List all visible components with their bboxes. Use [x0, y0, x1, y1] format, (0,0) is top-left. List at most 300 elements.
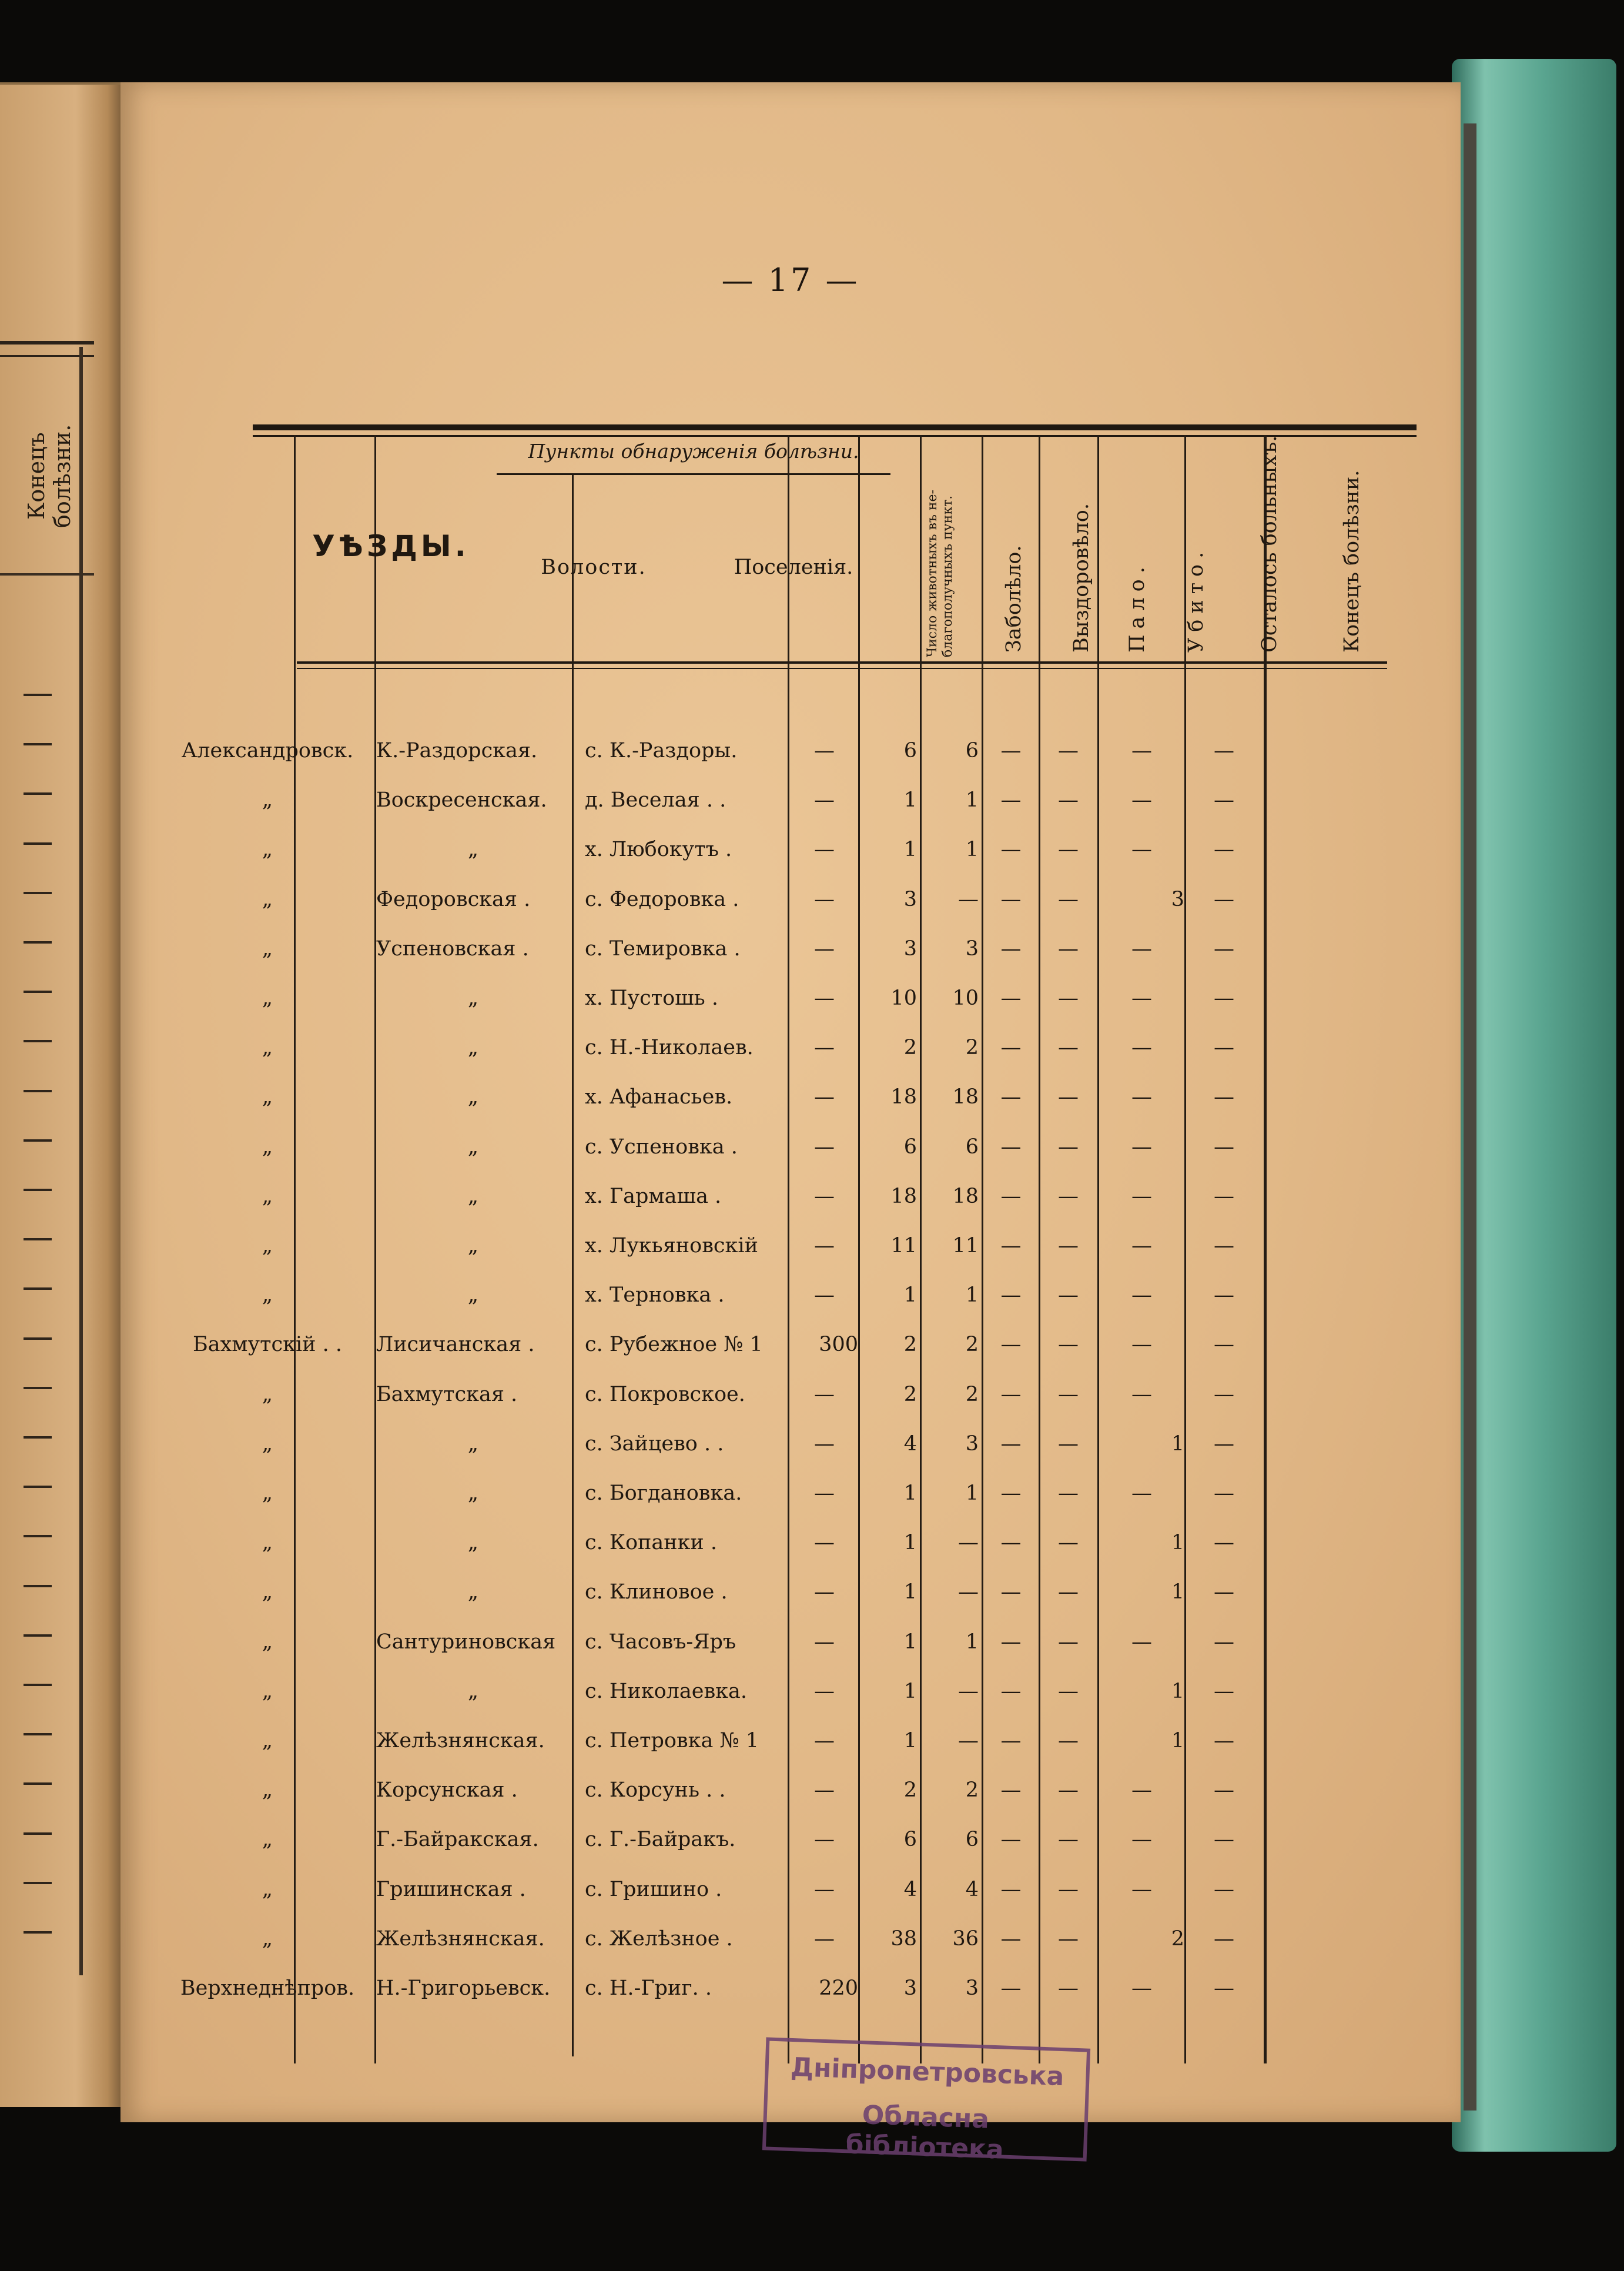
- cell-ostalos: —: [1131, 838, 1152, 861]
- cell-konets: —: [1214, 888, 1234, 911]
- cell-vyzdorovelo: 1: [965, 788, 979, 812]
- cell-poselenie: с. Копанки .: [585, 1531, 717, 1554]
- cell-konets: —: [1214, 1383, 1234, 1406]
- cell-zabolelo: 38: [890, 1927, 917, 1951]
- previous-page-dash: [24, 892, 52, 894]
- cell-konets: —: [1214, 1927, 1234, 1951]
- table-row: [120, 825, 1461, 874]
- cell-chislo: —: [814, 1185, 835, 1208]
- cell-poselenie: х. Терновка .: [585, 1283, 725, 1307]
- cell-ostalos: 1: [1171, 1580, 1184, 1604]
- cell-uezd: „: [262, 1135, 273, 1159]
- cell-ubito: —: [1058, 1234, 1079, 1257]
- table-row: [120, 1370, 1461, 1419]
- previous-page-rule: [0, 341, 94, 345]
- header-ubito: Убито.: [1184, 546, 1208, 653]
- cell-palo: —: [1000, 1976, 1022, 2000]
- cell-konets: —: [1214, 1580, 1234, 1604]
- cell-vyzdorovelo: 18: [952, 1085, 979, 1109]
- cell-palo: —: [1000, 788, 1022, 812]
- previous-page-dash: [24, 1040, 52, 1042]
- cell-ubito: —: [1058, 1383, 1079, 1406]
- cell-zabolelo: 1: [903, 1729, 917, 1752]
- cell-vyzdorovelo: 18: [952, 1185, 979, 1208]
- previous-page-dash: [24, 743, 52, 745]
- table-row: [120, 1865, 1461, 1914]
- cell-konets: —: [1214, 1185, 1234, 1208]
- cell-volost: Воскресенская.: [376, 788, 547, 812]
- library-stamp: [762, 2037, 1090, 2165]
- cell-ubito: —: [1058, 1828, 1079, 1851]
- table-row: [120, 974, 1461, 1023]
- cell-volost: Г.-Байракская.: [376, 1828, 539, 1851]
- cell-volost: „: [467, 1085, 479, 1109]
- cell-ubito: —: [1058, 1283, 1079, 1307]
- cell-uezd: Бахмутскій . .: [192, 1333, 342, 1356]
- cell-ubito: —: [1058, 1580, 1079, 1604]
- previous-page-dash: [24, 1931, 52, 1934]
- cell-konets: —: [1214, 739, 1234, 762]
- cell-volost: Гришинская .: [376, 1878, 526, 1901]
- cell-konets: —: [1214, 1085, 1234, 1109]
- previous-page-dash: [24, 1782, 52, 1785]
- cell-poselenie: с. Н.-Григ. .: [585, 1976, 712, 2000]
- previous-page-dash: [24, 1238, 52, 1240]
- header-uezdy: УѢЗДЫ.: [312, 529, 470, 563]
- cell-vyzdorovelo: 3: [965, 1976, 979, 2000]
- cell-konets: —: [1214, 1828, 1234, 1851]
- cell-uezd: „: [262, 1383, 273, 1406]
- header-palo: Пало.: [1126, 561, 1149, 653]
- cell-chislo: —: [814, 1085, 835, 1109]
- cell-ostalos: —: [1131, 1630, 1152, 1654]
- cell-vyzdorovelo: 6: [965, 1135, 979, 1159]
- table-row: [120, 1023, 1461, 1072]
- cell-uezd: „: [262, 1729, 273, 1752]
- cell-poselenie: с. Клиновое .: [585, 1580, 728, 1604]
- cell-palo: —: [1000, 1878, 1022, 1901]
- cell-volost: Сантуриновская: [376, 1630, 556, 1654]
- cell-chislo: —: [814, 1234, 835, 1257]
- cell-zabolelo: 18: [890, 1185, 917, 1208]
- stamp-line: Обласна бібліотека: [845, 2100, 1004, 2165]
- cell-volost: К.-Раздорская.: [376, 739, 538, 762]
- table-row: [120, 1617, 1461, 1667]
- table-top-rule: [253, 424, 1417, 430]
- cell-chislo: —: [814, 1927, 835, 1951]
- cell-palo: —: [1000, 1729, 1022, 1752]
- cell-volost: Корсунская .: [376, 1778, 518, 1802]
- cell-poselenie: с. Богдановка.: [585, 1481, 742, 1505]
- cell-ubito: —: [1058, 1036, 1079, 1059]
- cell-konets: —: [1214, 1531, 1234, 1554]
- table-row: [120, 775, 1461, 825]
- cell-poselenie: с. Николаевка.: [585, 1680, 748, 1703]
- table-row: [120, 1469, 1461, 1518]
- cell-uezd: „: [262, 1234, 273, 1257]
- cell-chislo: —: [814, 1383, 835, 1406]
- cell-chislo: —: [814, 1580, 835, 1604]
- cell-zabolelo: 18: [890, 1085, 917, 1109]
- cell-uezd: Верхнеднѣпров.: [180, 1976, 355, 2000]
- cell-palo: —: [1000, 1333, 1022, 1356]
- cell-uezd: „: [262, 1036, 273, 1059]
- cell-konets: —: [1214, 1283, 1234, 1307]
- cell-palo: —: [1000, 1085, 1022, 1109]
- table-row: [120, 1914, 1461, 1964]
- cell-poselenie: с. Зайцево . .: [585, 1432, 724, 1456]
- cell-vyzdorovelo: —: [958, 1729, 979, 1752]
- cell-zabolelo: 2: [903, 1383, 917, 1406]
- cell-konets: —: [1214, 1878, 1234, 1901]
- cell-uezd: „: [262, 1680, 273, 1703]
- cell-ostalos: —: [1131, 1778, 1152, 1802]
- cell-uezd: „: [262, 1878, 273, 1901]
- cell-ubito: —: [1058, 1135, 1079, 1159]
- cell-ubito: —: [1058, 1432, 1079, 1456]
- table-row: [120, 1072, 1461, 1122]
- previous-page-dash: [24, 1535, 52, 1537]
- cell-palo: —: [1000, 1778, 1022, 1802]
- cell-ostalos: 1: [1171, 1531, 1184, 1554]
- page-number: — 17 —: [721, 262, 860, 299]
- header-chislo: Число животныхъ въ не-благополучныхъ пункт.: [925, 490, 955, 657]
- cell-poselenie: с. К.-Раздоры.: [585, 739, 738, 762]
- cell-ostalos: —: [1131, 1383, 1152, 1406]
- cell-ostalos: —: [1131, 937, 1152, 961]
- cell-vyzdorovelo: —: [958, 1531, 979, 1554]
- cell-palo: —: [1000, 1680, 1022, 1703]
- cell-poselenie: х. Афанасьев.: [585, 1085, 733, 1109]
- cell-uezd: „: [262, 888, 273, 911]
- book-cover-board: [1452, 59, 1616, 2152]
- cell-ubito: —: [1058, 838, 1079, 861]
- cell-vyzdorovelo: 6: [965, 739, 979, 762]
- previous-page-dash: [24, 1189, 52, 1191]
- previous-page-dash: [24, 1585, 52, 1587]
- cell-ubito: —: [1058, 1878, 1079, 1901]
- header-group-rule: [497, 473, 890, 475]
- header-vyzdorovelo: Выздоровѣло.: [1070, 503, 1093, 653]
- cell-poselenie: с. Гришино .: [585, 1878, 722, 1901]
- cell-konets: —: [1214, 1135, 1234, 1159]
- cell-chislo: —: [814, 1283, 835, 1307]
- cell-ubito: —: [1058, 1333, 1079, 1356]
- cell-zabolelo: 4: [903, 1432, 917, 1456]
- cell-poselenie: х. Гармаша .: [585, 1185, 722, 1208]
- table-row: [120, 1122, 1461, 1172]
- previous-page-dash: [24, 991, 52, 993]
- cell-konets: —: [1214, 1778, 1234, 1802]
- cell-vyzdorovelo: 11: [952, 1234, 979, 1257]
- cell-uezd: „: [262, 1828, 273, 1851]
- cell-ostalos: —: [1131, 1036, 1152, 1059]
- cell-vyzdorovelo: 4: [965, 1878, 979, 1901]
- cell-uezd: „: [262, 1778, 273, 1802]
- cell-zabolelo: 1: [903, 788, 917, 812]
- cell-volost: Желѣзнянская.: [376, 1927, 545, 1951]
- cell-ubito: —: [1058, 1630, 1079, 1654]
- cell-palo: —: [1000, 1432, 1022, 1456]
- cell-vyzdorovelo: 1: [965, 838, 979, 861]
- cell-palo: —: [1000, 838, 1022, 861]
- cell-palo: —: [1000, 1185, 1022, 1208]
- header-volosti: Волости.: [541, 556, 647, 579]
- cell-ostalos: —: [1131, 1283, 1152, 1307]
- cell-poselenie: с. Темировка .: [585, 937, 741, 961]
- previous-page-dash: [24, 694, 52, 696]
- cell-chislo: —: [814, 1778, 835, 1802]
- header-bottom-rule: [297, 661, 1387, 664]
- cell-zabolelo: 4: [903, 1878, 917, 1901]
- cell-vyzdorovelo: 3: [965, 1432, 979, 1456]
- previous-page-dash: [24, 1634, 52, 1637]
- cell-volost: „: [467, 1531, 479, 1554]
- header-ostalos: Осталось больныхъ.: [1258, 435, 1281, 653]
- cell-uezd: „: [262, 1085, 273, 1109]
- previous-page-edge: [0, 82, 126, 2107]
- table-row: [120, 1765, 1461, 1815]
- cell-zabolelo: 1: [903, 1283, 917, 1307]
- cell-volost: „: [467, 1580, 479, 1604]
- cell-volost: „: [467, 986, 479, 1010]
- cell-palo: —: [1000, 888, 1022, 911]
- cell-volost: „: [467, 1234, 479, 1257]
- cell-zabolelo: 1: [903, 1580, 917, 1604]
- cell-ubito: —: [1058, 1778, 1079, 1802]
- cell-poselenie: с. Н.-Николаев.: [585, 1036, 754, 1059]
- cell-palo: —: [1000, 1383, 1022, 1406]
- cell-uezd: „: [262, 1432, 273, 1456]
- cell-palo: —: [1000, 1531, 1022, 1554]
- cell-konets: —: [1214, 1481, 1234, 1505]
- cell-ostalos: —: [1131, 1135, 1152, 1159]
- cell-zabolelo: 6: [903, 739, 917, 762]
- cell-vyzdorovelo: 2: [965, 1383, 979, 1406]
- cell-ostalos: —: [1131, 788, 1152, 812]
- cell-ostalos: —: [1131, 986, 1152, 1010]
- cell-poselenie: с. Петровка № 1: [585, 1729, 759, 1752]
- table-row: [120, 1667, 1461, 1716]
- cell-konets: —: [1214, 838, 1234, 861]
- table-row: [120, 1518, 1461, 1567]
- cell-uezd: „: [262, 1283, 273, 1307]
- cell-ostalos: 2: [1171, 1927, 1184, 1951]
- header-bottom-rule-thin: [297, 668, 1387, 669]
- table-row: [120, 1270, 1461, 1320]
- previous-page-dash: [24, 842, 52, 845]
- cell-zabolelo: 1: [903, 838, 917, 861]
- book-cover-edge: [1464, 123, 1476, 2111]
- cell-chislo: 220: [819, 1976, 858, 2000]
- previous-page-dash: [24, 1436, 52, 1439]
- cell-chislo: —: [814, 888, 835, 911]
- cell-konets: —: [1214, 986, 1234, 1010]
- cell-ostalos: 3: [1171, 888, 1184, 911]
- table-row: [120, 726, 1461, 775]
- cell-chislo: —: [814, 1432, 835, 1456]
- previous-page-dash: [24, 1684, 52, 1686]
- previous-page-dash: [24, 1832, 52, 1835]
- cell-ostalos: 1: [1171, 1729, 1184, 1752]
- cell-ostalos: —: [1131, 1976, 1152, 2000]
- cell-zabolelo: 6: [903, 1135, 917, 1159]
- cell-ostalos: 1: [1171, 1680, 1184, 1703]
- cell-volost: „: [467, 1283, 479, 1307]
- cell-palo: —: [1000, 1580, 1022, 1604]
- cell-volost: „: [467, 1481, 479, 1505]
- previous-page-column-line: [79, 347, 83, 1975]
- cell-chislo: —: [814, 788, 835, 812]
- cell-poselenie: с. Желѣзное .: [585, 1927, 733, 1951]
- cell-ubito: —: [1058, 1729, 1079, 1752]
- cell-zabolelo: 1: [903, 1481, 917, 1505]
- cell-palo: —: [1000, 1927, 1022, 1951]
- cell-konets: —: [1214, 1680, 1234, 1703]
- cell-chislo: —: [814, 1481, 835, 1505]
- cell-konets: —: [1214, 1630, 1234, 1654]
- previous-page-dash: [24, 1287, 52, 1290]
- cell-ostalos: —: [1131, 739, 1152, 762]
- cell-palo: —: [1000, 1135, 1022, 1159]
- previous-page-dash: [24, 1139, 52, 1142]
- table-row: [120, 924, 1461, 974]
- cell-volost: Н.-Григорьевск.: [376, 1976, 551, 2000]
- cell-ubito: —: [1058, 1085, 1079, 1109]
- cell-konets: —: [1214, 1234, 1234, 1257]
- cell-konets: —: [1214, 1729, 1234, 1752]
- cell-poselenie: с. Г.-Байракъ.: [585, 1828, 736, 1851]
- cell-chislo: —: [814, 739, 835, 762]
- previous-page-header-label: Конецъ болѣзни.: [24, 424, 75, 529]
- cell-uezd: „: [262, 1927, 273, 1951]
- cell-ubito: —: [1058, 937, 1079, 961]
- cell-ostalos: —: [1131, 1234, 1152, 1257]
- cell-zabolelo: 2: [903, 1333, 917, 1356]
- cell-uezd: „: [262, 1630, 273, 1654]
- cell-chislo: —: [814, 1531, 835, 1554]
- cell-ubito: —: [1058, 1531, 1079, 1554]
- cell-ubito: —: [1058, 1185, 1079, 1208]
- cell-poselenie: х. Любокутъ .: [585, 838, 732, 861]
- table-row: [120, 1419, 1461, 1469]
- cell-ubito: —: [1058, 1976, 1079, 2000]
- table-row: [120, 1815, 1461, 1864]
- cell-ubito: —: [1058, 986, 1079, 1010]
- cell-vyzdorovelo: 3: [965, 937, 979, 961]
- cell-poselenie: х. Лукьяновскій: [585, 1234, 758, 1257]
- cell-zabolelo: 6: [903, 1828, 917, 1851]
- cell-konets: —: [1214, 1036, 1234, 1059]
- cell-vyzdorovelo: 36: [952, 1927, 979, 1951]
- cell-vyzdorovelo: 1: [965, 1283, 979, 1307]
- cell-volost: „: [467, 1680, 479, 1703]
- cell-uezd: „: [262, 1481, 273, 1505]
- table-row: [120, 1964, 1461, 2013]
- cell-chislo: —: [814, 1036, 835, 1059]
- cell-volost: „: [467, 1185, 479, 1208]
- cell-uezd: „: [262, 1185, 273, 1208]
- cell-zabolelo: 1: [903, 1531, 917, 1554]
- previous-page-dash: [24, 792, 52, 795]
- cell-zabolelo: 2: [903, 1778, 917, 1802]
- cell-poselenie: д. Веселая . .: [585, 788, 726, 812]
- previous-page-dash: [24, 1733, 52, 1735]
- cell-ubito: —: [1058, 788, 1079, 812]
- cell-palo: —: [1000, 1283, 1022, 1307]
- header-group-label: Пункты обнаруженія болѣзни.: [528, 440, 859, 463]
- cell-ostalos: 1: [1171, 1432, 1184, 1456]
- cell-zabolelo: 2: [903, 1036, 917, 1059]
- cell-chislo: —: [814, 1135, 835, 1159]
- cell-volost: Успеновская .: [376, 937, 529, 961]
- cell-poselenie: х. Пустошь .: [585, 986, 718, 1010]
- cell-chislo: 300: [819, 1333, 858, 1356]
- cell-palo: —: [1000, 1828, 1022, 1851]
- cell-vyzdorovelo: —: [958, 888, 979, 911]
- cell-volost: Желѣзнянская.: [376, 1729, 545, 1752]
- cell-ubito: —: [1058, 888, 1079, 911]
- table-row: [120, 1221, 1461, 1270]
- cell-poselenie: с. Успеновка .: [585, 1135, 738, 1159]
- table-row: [120, 1320, 1461, 1369]
- header-zabolelo: Заболѣло.: [1002, 545, 1026, 653]
- table-row: [120, 1567, 1461, 1617]
- cell-chislo: —: [814, 1729, 835, 1752]
- cell-uezd: „: [262, 838, 273, 861]
- cell-volost: „: [467, 1432, 479, 1456]
- header-konets: Конецъ болѣзни.: [1340, 470, 1364, 653]
- cell-zabolelo: 1: [903, 1680, 917, 1703]
- cell-volost: „: [467, 1135, 479, 1159]
- previous-page-dash: [24, 1882, 52, 1884]
- cell-konets: —: [1214, 1333, 1234, 1356]
- cell-zabolelo: 3: [903, 937, 917, 961]
- table-row: [120, 1716, 1461, 1765]
- table-row: [120, 1172, 1461, 1221]
- cell-vyzdorovelo: 6: [965, 1828, 979, 1851]
- previous-page-dash: [24, 1486, 52, 1488]
- cell-zabolelo: 3: [903, 1976, 917, 2000]
- cell-zabolelo: 11: [890, 1234, 917, 1257]
- cell-vyzdorovelo: 2: [965, 1778, 979, 1802]
- cell-chislo: —: [814, 1630, 835, 1654]
- cell-chislo: —: [814, 986, 835, 1010]
- cell-ostalos: —: [1131, 1333, 1152, 1356]
- cell-chislo: —: [814, 1828, 835, 1851]
- cell-palo: —: [1000, 1234, 1022, 1257]
- cell-palo: —: [1000, 1630, 1022, 1654]
- cell-uezd: „: [262, 788, 273, 812]
- cell-poselenie: с. Корсунь . .: [585, 1778, 726, 1802]
- cell-uezd: „: [262, 1580, 273, 1604]
- cell-ostalos: —: [1131, 1085, 1152, 1109]
- cell-konets: —: [1214, 1432, 1234, 1456]
- previous-page-dash: [24, 941, 52, 944]
- cell-uezd: „: [262, 937, 273, 961]
- cell-volost: Лисичанская .: [376, 1333, 535, 1356]
- cell-volost: „: [467, 1036, 479, 1059]
- cell-vyzdorovelo: —: [958, 1580, 979, 1604]
- cell-ubito: —: [1058, 1927, 1079, 1951]
- cell-ubito: —: [1058, 1680, 1079, 1703]
- cell-zabolelo: 1: [903, 1630, 917, 1654]
- cell-poselenie: с. Рубежное № 1: [585, 1333, 763, 1356]
- cell-poselenie: с. Покровское.: [585, 1383, 745, 1406]
- cell-chislo: —: [814, 838, 835, 861]
- cell-palo: —: [1000, 986, 1022, 1010]
- cell-zabolelo: 10: [890, 986, 917, 1010]
